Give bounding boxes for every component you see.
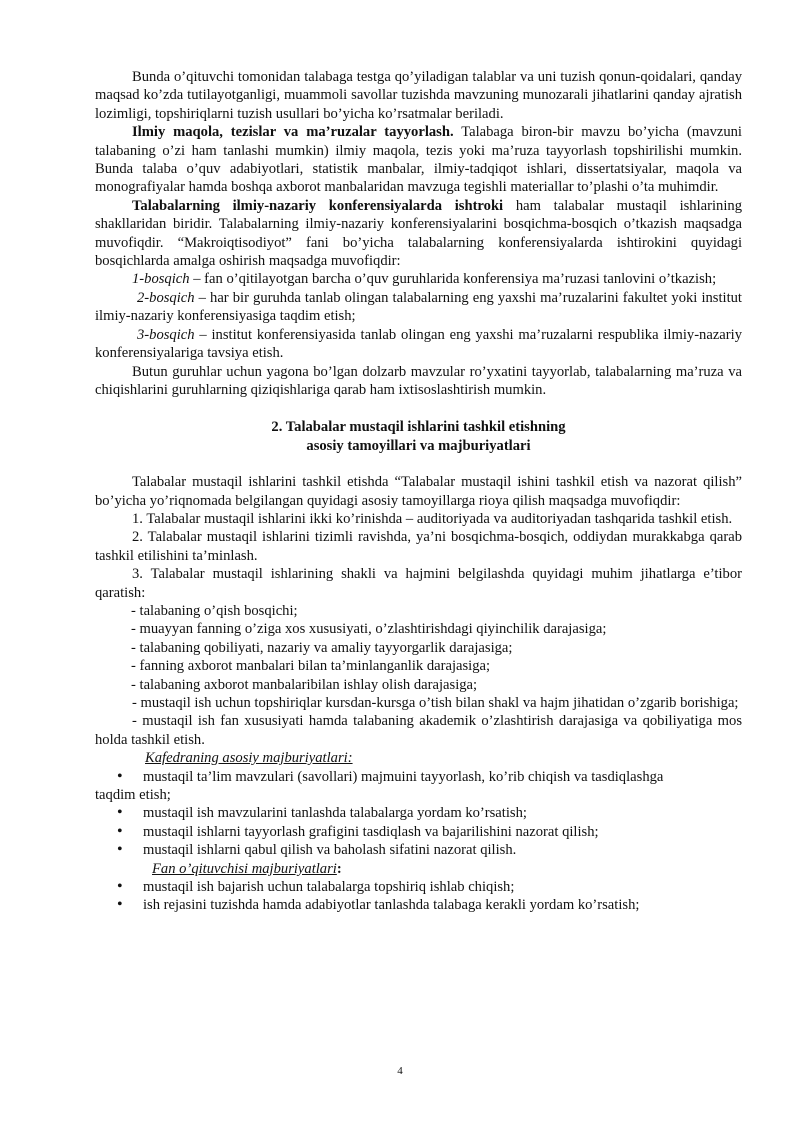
list-item <box>95 768 742 786</box>
bullet-icon: • <box>117 767 123 785</box>
section-2-intro: Talabalar mustaqil ishlarini tashkil etishda “Talabalar mustaqil ishini tashkil etish va nazorat qilish” bo’yicha yo’riqnomada belgilangan quyidagi asosiy tamoyillarga rioya qilish maqsadga muvofiqdir: <box>95 474 742 509</box>
stage-1-text: – fan o’qitilayotgan barcha o’quv guruhlarida konferensiya ma’ruzasi tanlovini o’tkazish; <box>189 271 717 288</box>
page-number: 4 <box>397 1065 403 1077</box>
dash-item: - fanning axborot manbalari bilan ta’minlanganlik darajasiga; <box>131 658 491 675</box>
section-2-heading-line1: 2. Talabalar mustaqil ishlarini tashkil etishning <box>271 419 566 436</box>
bullet-icon: • <box>117 896 123 914</box>
paragraph-text-articles: Talabaga biron-bir mavzu bo’yicha (mavzuni talabaning o’zi ham tanlashi mumkin) ilmiy maqola, tezis yoki ma’ruza tayyorlash topshirilishi mumkin. Bunda talaba o’quv adabiyotlari, statistik manbalar, ilmiy-tadqiqot ishlari, dissertatsiyalar, maqola va monografiyalar hamda boshqa axborot manbalaridan mavzuga tegishli materiallar to’plashi o’ta muhimdir. <box>95 124 742 196</box>
list-item <box>95 841 742 859</box>
bullet-icon: • <box>117 878 123 896</box>
list-item-continuation <box>95 786 742 804</box>
document-page <box>95 68 742 915</box>
dash-item: - mustaqil ish fan xususiyati hamda talabaning akademik o’zlashtirish darajasiga va qobiliyatiga mos holda tashkil etish. <box>95 713 742 748</box>
stage-3 <box>95 326 742 363</box>
teacher-duties-title <box>95 860 742 878</box>
section-2-heading-line2: asosiy tamoyillari va majburiyatlari <box>306 437 531 454</box>
paragraph-conferences <box>95 197 742 271</box>
stage-1 <box>95 270 742 288</box>
paragraph-scientific-articles <box>95 123 742 197</box>
stage-2-label: 2-bosqich <box>137 289 195 306</box>
stage-3-text: – institut konferensiyasida tanlab olingan eng yaxshi ma’ruzalarni respublika ilmiy-nazariy konferensiyalariga tavsiya etish. <box>95 326 742 362</box>
paragraph-heading-articles: Ilmiy maqola, tezislar va ma’ruzalar tayyorlash. <box>132 124 454 141</box>
list-item-text: mustaqil ta’lim mavzulari (savollari) majmuini tayyorlash, ko’rib chiqish va tasdiqlashga <box>143 768 664 785</box>
stage-2-text: – har bir guruhda tanlab olingan talabalarning eng yaxshi ma’ruzalarini fakultet yoki institut ilmiy-nazariy konferensiyasiga taqdim etish; <box>95 289 742 325</box>
bullet-icon: • <box>117 804 123 822</box>
paragraph-text-conferences: ham talabalar mustaqil ishlarining shakllaridan biridir. Talabalarning ilmiy-nazariy konferensiyalarini bosqichma-bosqich o’tkazish maqsadga muvofiqdir. “Makroiqtisodiyot” fani bo’yicha talabalarning konferensiyalarda ishtirokini quyidagi bosqichlarda amalga oshirish maqsadga muvofiqdir: <box>95 197 742 270</box>
teacher-duties-title-colon: : <box>336 860 342 877</box>
bullet-icon: • <box>117 841 123 859</box>
dash-item: - talabaning o’qish bosqichi; <box>131 602 298 619</box>
principle-2: 2. Talabalar mustaqil ishlarini tizimli ravishda, ya’ni bosqichma-bosqich, oddiydan murakkabga qarab tashkil etilishini ta’minlash. <box>95 529 742 564</box>
kafedra-duties-list <box>95 768 742 860</box>
bullet-icon: • <box>117 822 123 840</box>
kafedra-duties-title: Kafedraning asosiy majburiyatlari: <box>145 750 353 767</box>
list-item-text: mustaqil ishlarni qabul qilish va baholash sifatini nazorat qilish. <box>143 842 517 859</box>
paragraph-heading-conferences: Talabalarning ilmiy-nazariy konferensiyalarda ishtroki <box>132 197 504 214</box>
dash-item: - muayyan fanning o’ziga xos xususiyati, o’zlashtirishdagi qiyinchilik darajasiga; <box>131 621 607 638</box>
dash-item: - talabaning qobiliyati, nazariy va amaliy tayyorgarlik darajasiga; <box>131 639 513 656</box>
paragraph-test-instructions: Bunda o’qituvchi tomonidan talabaga testga qo’yiladigan talablar va uni tuzish qonun-qoidalari, qanday maqsad ko’zda tutilayotganligi, muammoli savollar tuzishda mavzuning munozarali jihatlarini qanday ajratish lozimligi, topshiriqlarni tuzish usullari bo’yicha ko’rsatmalar beriladi. <box>95 69 742 122</box>
stage-1-label: 1-bosqich <box>132 271 190 288</box>
list-item <box>95 823 742 841</box>
stage-3-label: 3-bosqich <box>137 326 195 343</box>
principle-1: 1. Talabalar mustaqil ishlarini ikki ko’rinishda – auditoriyada va auditoriyadan tashqarida tashkil etish. <box>132 510 733 527</box>
dash-item: - talabaning axborot manbalaribilan ishlay olish darajasiga; <box>131 676 478 693</box>
stage-2 <box>95 289 742 326</box>
list-item <box>95 878 742 896</box>
section-2-heading <box>95 418 742 455</box>
list-item-text: mustaqil ish mavzularini tanlashda talabalarga yordam ko’rsatish; <box>143 805 527 822</box>
list-item <box>95 896 742 914</box>
list-item-text: taqdim etish; <box>95 787 171 804</box>
list-item-text: ish rejasini tuzishda hamda adabiyotlar tanlashda talabaga kerakli yordam ko’rsatish; <box>143 897 640 914</box>
dash-item: - mustaqil ish uchun topshiriqlar kursdan-kursga o’tish bilan shakl va hajm jihatidan o’zgarib borishiga; <box>132 695 739 711</box>
list-item-text: mustaqil ish bajarish uchun talabalarga topshiriq ishlab chiqish; <box>143 879 515 896</box>
principle-3: 3. Talabalar mustaqil ishlarining shakli va hajmini belgilashda quyidagi muhim jihatlarga e’tibor qaratish: <box>95 566 742 601</box>
teacher-duties-title-text: Fan o’qituvchisi majburiyatlari <box>152 860 337 877</box>
teacher-duties-list <box>95 878 742 915</box>
paragraph-topics-list: Butun guruhlar uchun yagona bo’lgan dolzarb mavzular ro’yxatini tayyorlab, talabalarning ma’ruza va chiqishlarini guruhlarning qiziqishlariga qarab ham ixtisoslashtirish mumkin. <box>95 363 742 398</box>
list-item <box>95 804 742 822</box>
list-item-text: mustaqil ishlarni tayyorlash grafigini tasdiqlash va bajarilishini nazorat qilish; <box>143 823 599 840</box>
